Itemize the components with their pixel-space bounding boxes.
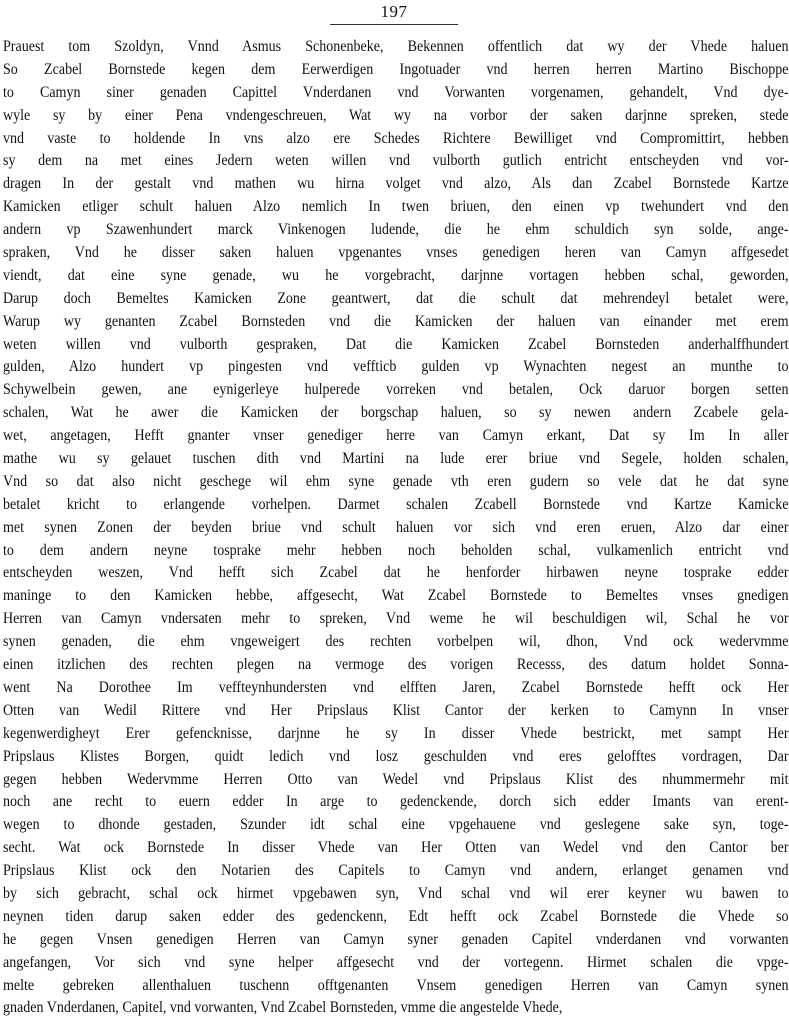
text-line: by sich gebracht, schal ock hirmet vpgebawen syn, Vnd schal vnd wil erer keyner wu bawen to — [3, 884, 789, 902]
text-line: entscheyden weszen, Vnd hefft sich Zcabel dat he henforder hirbawen neyne tosprake edder — [3, 564, 789, 582]
text-line: sy dem na met eines Jedern weten willen vnd vulborth gutlich entricht entscheyden vnd vor- — [3, 152, 789, 170]
text-line: went Na Dorothee Im veffteynhundersten vnd elfften Jaren, Zcabel Bornstede hefft ock Her — [3, 678, 789, 696]
text-line: Herren van Camyn vndersaten mehr to spreken, Vnd weme he wil beschuldigen wil, Schal he vor — [3, 610, 789, 628]
text-line: gulden, Alzo hundert vp pingesten vnd veffticb gulden vp Wynachten negest an munthe to — [3, 358, 789, 376]
page-header — [330, 2, 458, 22]
text-line: Kamicken etliger schult haluen Alzo nemlich In twen briuen, den einen vp twehundert vnd den — [3, 198, 789, 216]
text-line: neynen tiden darup saken edder des gedenckenn, Edt hefft ock Zcabel Bornstede die Vhede so — [3, 907, 789, 925]
text-line: secht. Wat ock Bornstede In disser Vhede van Her Otten van Wedel vnd den Cantor ber — [3, 839, 789, 857]
text-line: spraken, Vnd he disser saken haluen vpgenantes vnses genedigen heren van Camyn affgesedet — [3, 244, 789, 262]
text-line: gnaden Vnderdanen, Capitel, vnd vorwanten, Vnd Zcabel Bornsteden, vmme die angestelde Vhede, — [3, 999, 563, 1017]
text-line: to Camyn siner genaden Capittel Vnderdanen vnd Vorwanten vorgenamen, gehandelt, Vnd dye- — [3, 83, 789, 101]
text-line: weten willen vnd vulborth gespraken, Dat die Kamicken Zcabel Bornsteden anderhalffhundert — [3, 335, 789, 353]
header-rule — [330, 24, 458, 25]
page-number: 197 — [380, 2, 408, 21]
text-line: Schywelbein gewen, ane eynigerleye hulperede vorreken vnd betalen, Ock daruor borgen setten — [3, 381, 789, 399]
text-line: he gegen Vnsen genedigen Herren van Camyn syner genaden Capitel vnderdanen vnd vorwanten — [3, 930, 789, 948]
text-line: dragen In der gestalt vnd mathen wu hirna volget vnd alzo, Als dan Zcabel Bornstede Kartze — [3, 175, 789, 193]
text-line: Pripslaus Klistes Borgen, quidt ledich vnd losz geschulden vnd eres gelofftes vordragen, Dar — [3, 747, 789, 765]
text-line: gegen hebben Wedervmme Herren Otto van Wedel vnd Pripslaus Klist des nhummermehr mit — [3, 770, 789, 788]
text-line: Prauest tom Szoldyn, Vnnd Asmus Schonenbeke, Bekennen offentlich dat wy der Vhede haluen — [3, 38, 789, 55]
text-line: mathe wu sy gelauet tuschen dith vnd Martini na lude erer briue vnd Segele, holden schalen, — [3, 450, 789, 468]
text-line: met synen Zonen der beyden briue vnd schult haluen vor sich vnd eren eruen, Alzo dar einer — [3, 518, 789, 536]
text-line: maninge to den Kamicken hebbe, affgesecht, Wat Zcabel Bornstede to Bemeltes vnses gnedigen — [3, 587, 789, 605]
text-line: angefangen, Vor sich vnd syne helper affgesecht vnd der vortegenn. Hirmet schalen die vpge- — [3, 953, 789, 971]
text-line: einen itzlichen des rechten plegen na vermoge des vorigen Recesss, des datum holdet Sonna- — [3, 656, 789, 674]
text-line: Warup wy genanten Zcabel Bornsteden vnd die Kamicken der haluen van einander met erem — [3, 312, 789, 330]
text-line: andern vp Szawenhundert marck Vinkenogen ludende, die he ehm schuldich syn solde, ange- — [3, 221, 789, 239]
text-line: Otten van Wedil Rittere vnd Her Pripslaus Klist Cantor der kerken to Camynn In vnser — [3, 701, 789, 719]
text-line: betalet kricht to erlangende vorhelpen. Darmet schalen Zcabell Bornstede vnd Kartze Kamicke — [3, 495, 789, 513]
text-line: melte gebreken allenthaluen tuschenn offtgenanten Vnsem genedigen Herren van Camyn synen — [3, 976, 789, 994]
text-line: kegenwerdigheyt Erer gefencknisse, darjnne he sy In disser Vhede bestrickt, met sampt Her — [3, 724, 789, 742]
text-line: schalen, Wat he awer die Kamicken der borgschap haluen, so sy newen andern Zcabele gela- — [3, 404, 789, 422]
text-line: vnd vaste to holdende In vns alzo ere Schedes Richtere Bewilliget vnd Compromittirt, hebben — [3, 129, 789, 147]
text-line: Pripslaus Klist ock den Notarien des Capitels to Camyn vnd andern, erlanget genamen vnd — [3, 862, 789, 880]
text-line: synen genaden, die ehm vngeweigert des rechten vorbelpen wil, dhon, Vnd ock wedervmme — [3, 633, 789, 651]
text-line: wegen to dhonde gestaden, Szunder idt schal eine vpgehauene vnd geslegene sake syn, toge- — [3, 816, 789, 834]
body-text — [3, 36, 789, 1020]
text-line: wyle sy by einer Pena vndengeschreuen, Wat wy na vorbor der saken darjnne spreken, stede — [3, 106, 789, 124]
text-line: Darup doch Bemeltes Kamicken Zone geantwert, dat die schult dat mehrendeyl betalet were, — [3, 289, 789, 307]
text-line: Vnd so dat also nicht geschege wil ehm syne genade vth eren gudern so vele dat he dat syne — [3, 472, 789, 490]
text-line: wet, angetagen, Hefft gnanter vnser genediger herre van Camyn erkant, Dat sy Im In aller — [3, 427, 789, 445]
text-line: to dem andern neyne tosprake mehr hebben noch beholden schal, vulkamenlich entricht vnd — [3, 541, 789, 559]
text-line: So Zcabel Bornstede kegen dem Eerwerdigen Ingotuader vnd herren herren Martino Bischoppe — [3, 60, 789, 78]
text-line: viendt, dat eine syne genade, wu he vorgebracht, darjnne vortagen hebben schal, geworden, — [3, 266, 789, 284]
text-line: noch ane recht to euern edder In arge to gedenckende, dorch sich edder Imants van erent- — [3, 793, 789, 811]
